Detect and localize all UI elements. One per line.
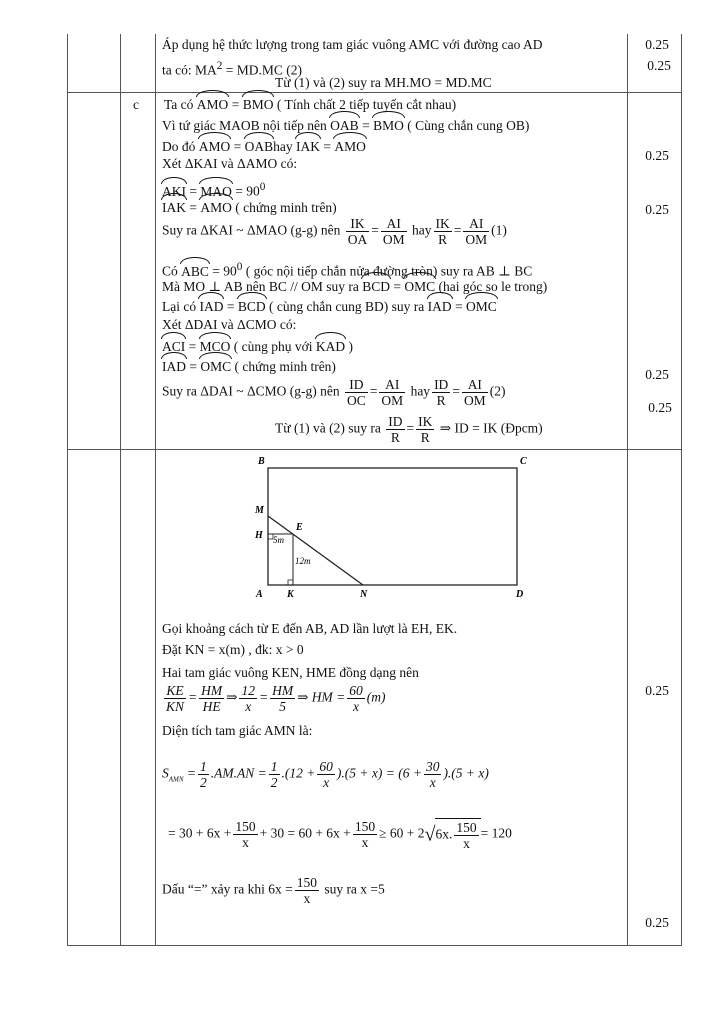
table-border-bottom [67,945,682,946]
proof-line: Ta có AMO = BMO ( Tính chất 2 tiếp tuyến cắt nhau) [164,97,457,112]
proof-line: IAK = AMO ( chứng minh trên) [162,200,337,215]
right-angle-k [288,580,293,585]
proof-line: Lại có IAD = BCD ( cùng chắn cung BD) suy ra IAD = OMC [162,299,497,314]
label-m: M [255,505,264,516]
geometry-figure [250,452,540,602]
solution-line: Dấu “=” xảy ra khi 6x = $\frac{150}{x}$ suy ra x =5 [162,875,385,906]
proof-line: Xét ΔDAI và ΔCMO có: [162,317,297,332]
solution-line: = 30 + 6x + $\frac{150}{x}$ + 30 = 60 + 6x + $\frac{150}{x}$ ≥ 60 + 2√6x. $\frac{150}{x}$ = 120 [168,819,512,851]
table-col-divider [627,34,628,946]
part-label: c [133,97,139,112]
proof-conclusion: Từ (1) và (2) suy ra $\frac{ID}{R}$ = $\frac{IK}{R}$ ⇒ ID = IK (Đpcm) [275,414,543,445]
score: 0.25 [645,202,669,217]
length-12m: 12m [295,556,311,566]
table-col-divider [120,34,121,946]
score: 0.25 [647,58,671,73]
length-5m: 5m [273,535,284,545]
solution-line: Hai tam giác vuông KEN, HME đồng dạng nên [162,665,419,680]
score: 0.25 [648,400,672,415]
table-border-left [67,34,68,946]
label-h: H [255,530,263,541]
proof-line: Có ABC = $90^0$ ( góc nội tiếp chắn nửa đường tròn) suy ra AB ⊥ BC [162,261,533,279]
proof-line: IAD = OMC ( chứng minh trên) [162,359,336,374]
proof-line: Mà MO ⊥ AB nên BC // OM suy ra BCD = OMC (hai góc so le trong) [162,279,548,294]
row1-text-line: Áp dụng hệ thức lượng trong tam giác vuông AMC với đường cao AD [162,37,543,52]
proof-line: Xét ΔKAI và ΔAMO có: [162,156,298,171]
solution-line: Đặt KN = x(m) , đk: x > 0 [162,642,304,657]
label-b: B [258,456,265,467]
table-border-right [681,34,682,946]
label-k: K [287,589,294,600]
row1-text-line: ta có: $MA^2 = MD.MC$ (2) [162,60,302,78]
score: 0.25 [645,683,669,698]
label-n: N [360,589,368,600]
table-row-divider [67,449,682,450]
proof-line: AKI = MAO = $90^0$ [162,181,266,199]
solution-line: $S_{AMN}$ = $\frac{1}{2}$ .AM.AN = $\frac{1}{2}$ .(12 + $\frac{60}{x}$ ).(5 + x) = (6 + $\frac{30}{x}$ ).(5 + x) [162,759,489,790]
segment-mn [268,516,363,585]
proof-line: ACI = MCO ( cùng phụ với KAD ) [162,339,354,354]
score: 0.25 [645,148,669,163]
solution-line: $\frac{KE}{KN}$ = $\frac{HM}{HE}$ ⇒ $\frac{12}{x}$ = $\frac{HM}{5}$ ⇒ HM = $\frac{60}{x}$ (m) [166,683,386,714]
solution-line: Diện tích tam giác AMN là: [162,723,313,738]
score: 0.25 [645,915,669,930]
proof-line: Suy ra ΔKAI ~ ΔMAO (g-g) nên $\frac{IK}{OA}$ = $\frac{AI}{OM}$ hay $\frac{IK}{R}$ = $\frac{AI}{OM}$ (1) [162,216,507,247]
table-row-divider [67,92,682,93]
rectangle-abcd [268,468,517,585]
table-col-divider [155,34,156,946]
proof-line: Do đó AMO = OABhay IAK = AMO [162,139,366,154]
label-a: A [256,589,263,600]
solution-line: Gọi khoảng cách từ E đến AB, AD lần lượt là EH, EK. [162,621,458,636]
label-c: C [520,456,527,467]
score: 0.25 [645,367,669,382]
proof-line: Vì tứ giác MAOB nội tiếp nên OAB = BMO ( Cùng chắn cung OB) [162,118,530,133]
score: 0.25 [645,37,669,52]
proof-line: Suy ra ΔDAI ~ ΔCMO (g-g) nên $\frac{ID}{OC}$ = $\frac{AI}{OM}$ hay $\frac{ID}{R}$ = $\frac{AI}{OM}$ (2) [162,377,506,408]
row1-conclusion: Từ (1) và (2) suy ra MH.MO = MD.MC [275,75,492,90]
label-e: E [296,522,303,533]
label-d: D [516,589,524,600]
